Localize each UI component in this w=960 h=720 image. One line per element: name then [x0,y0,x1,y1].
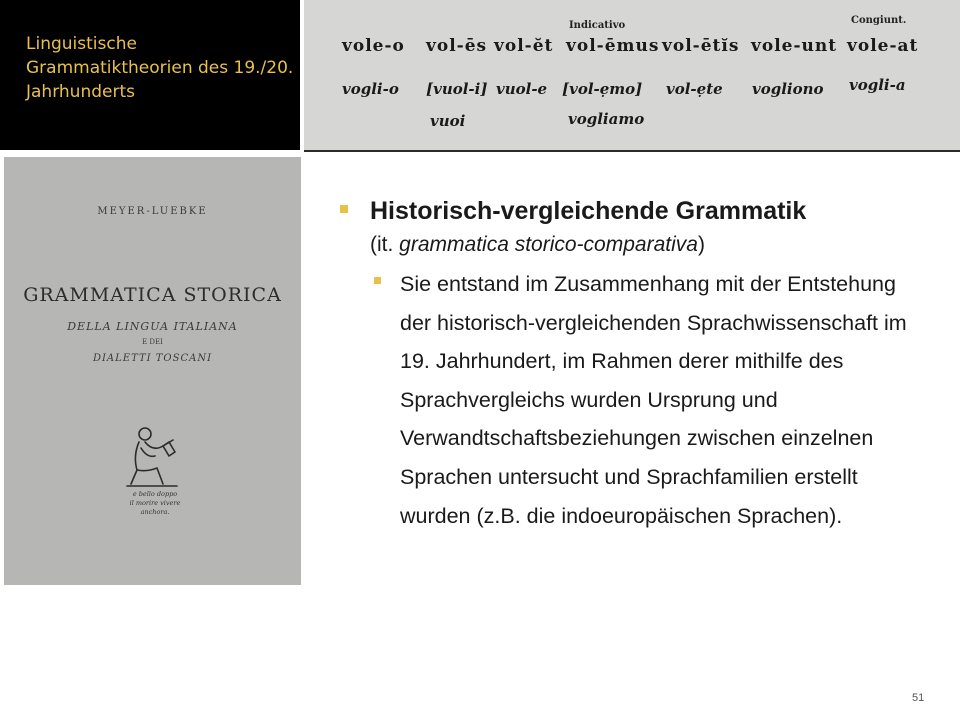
book-title: GRAMMATICA STORICA [23,284,282,306]
square-bullet-icon [374,277,381,284]
bullet-level2 [340,265,920,535]
italian-form: vogli-a [849,76,906,94]
italian-form: [vuol-i] [426,80,488,98]
subheading-prefix: (it. [370,233,400,256]
book-subtitle: DIALETTI TOSCANI [92,353,213,364]
bullet-subheading [370,229,940,260]
slide-content [340,193,940,535]
book-subtitle: DELLA LINGUA ITALIANA [67,320,238,333]
subheading-suffix: ) [697,233,705,256]
latin-form: vole-o [342,36,405,56]
latin-form: vol-ēmus [566,36,660,56]
slide-title: Linguistische Grammatiktheorien des 19./20. Jahrhunderts [26,34,294,102]
italian-form: vogli-o [342,80,399,98]
italian-form: vogliono [752,80,824,98]
bullet-level1 [340,193,940,260]
motto-line: e bello doppo [132,490,178,498]
verb-conjugation-image [304,0,960,150]
italian-form: vuol-e [496,80,548,98]
italian-form: vogliamo [568,110,645,128]
latin-form: vol-ĕt [494,36,554,56]
page-number: 51 [912,692,925,704]
latin-form: vol-ēs [426,36,488,56]
motto-line: anchora. [140,508,170,516]
subheading-italic-term: grammatica storico-comparativa [399,233,698,256]
latin-form: vol-ētĭs [662,36,740,56]
book-motto [110,490,200,517]
header-divider [304,150,960,152]
latin-form: vole-unt [751,36,838,56]
italian-form: [vol-ẹmo] [562,80,643,98]
book-subtitle-conjunction: E DEI [142,338,163,346]
motto-line: il morire vivere [129,499,181,507]
printer-mark-illustration [123,422,183,490]
slide-title-box [0,0,300,150]
book-author: MEYER-LUEBKE [97,206,208,217]
italian-form: vuoi [430,112,466,130]
square-bullet-icon [340,205,348,213]
bullet-body-text: Sie entstand im Zusammenhang mit der Entstehung der historisch-vergleichenden Sprachwissenschaft im 19. Jahrhundert, im Rahmen derer mithilfe des Sprachvergleichs wurden Ursprung und Verwandtschaftsbeziehungen zwischen einzelnen Sprachen untersucht und Sprachfamilien erstellt wurden (z.B. die indoeuropäischen Sprachen). [400,272,907,528]
indicativo-header: Indicativo [569,20,626,31]
congiuntivo-header: Congiunt. [851,15,907,26]
book-cover-image [4,157,301,585]
italian-form: vol-ẹte [666,80,723,98]
latin-form: vole-at [847,36,919,56]
bullet-heading: Historisch-vergleichende Grammatik [370,197,807,225]
